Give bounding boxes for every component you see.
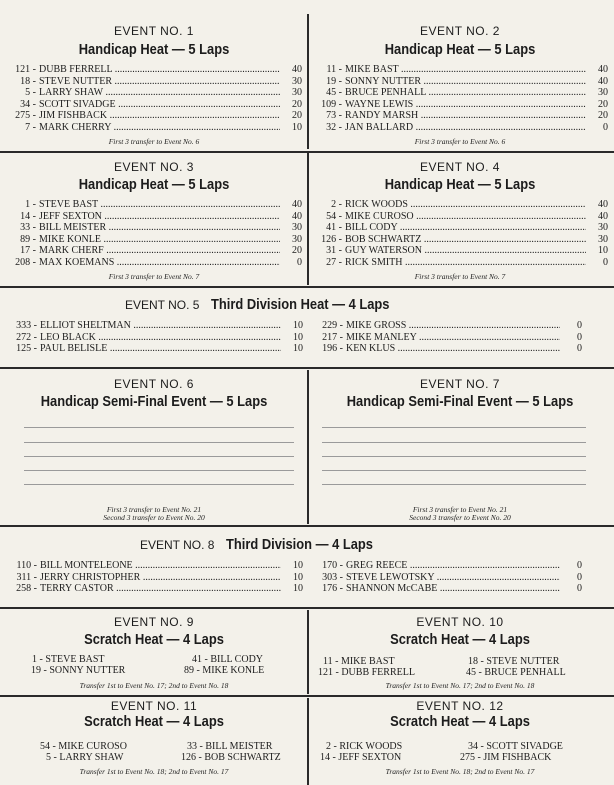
car-number: 258 - <box>16 583 37 594</box>
event-9-block <box>4 612 304 694</box>
column-divider <box>307 698 309 785</box>
handicap-points: 20 <box>292 110 302 121</box>
transfer-note: Transfer 1st to Event No. 18; 2nd to Event No. 17 <box>385 767 535 776</box>
entry: 41 - BILL CODY <box>192 654 264 665</box>
event-title: Scratch Heat — 4 Laps <box>390 713 530 730</box>
handicap-points: 10 <box>598 245 608 256</box>
entry-row <box>4 199 304 211</box>
handicap-points: 40 <box>292 210 302 222</box>
car-number: 121 - <box>15 64 36 75</box>
handicap-points: 0 <box>603 121 608 133</box>
handicap-points: 20 <box>292 245 302 256</box>
event-number: EVENT NO. 12 <box>416 699 504 713</box>
event-number: EVENT NO. 3 <box>114 160 194 174</box>
event-title: Third Division — 4 Laps <box>226 536 374 553</box>
event-number: EVENT NO. 11 <box>110 699 198 713</box>
entry-row <box>310 99 610 111</box>
entry-row <box>311 560 584 572</box>
event-number: EVENT NO. 4 <box>420 160 500 174</box>
car-number: 196 - <box>322 343 343 354</box>
event-10-block <box>310 612 610 694</box>
result-line <box>322 484 586 485</box>
rider-name: ELLIOT SHELTMAN ..... <box>40 320 281 332</box>
rider-name: BILL MEISTER ..... <box>39 222 280 234</box>
result-line <box>322 442 586 443</box>
handicap-points: 40 <box>292 199 302 210</box>
car-number: 31 - <box>326 245 342 256</box>
handicap-points: 40 <box>598 199 608 210</box>
entry-row <box>310 110 610 122</box>
car-number: 272 - <box>16 331 37 343</box>
entry: 275 - JIM FISHBACK <box>460 752 552 763</box>
car-number: 33 - <box>20 222 36 233</box>
car-number: 229 - <box>322 320 343 331</box>
car-number: 41 - <box>326 222 342 233</box>
rider-name: GUY WATERSON ..... <box>345 245 586 257</box>
car-number: 45 - <box>326 87 342 98</box>
handicap-points: 20 <box>292 98 302 110</box>
event-number: EVENT NO. 2 <box>420 24 500 38</box>
column-divider <box>307 153 309 285</box>
rider-name: RICK WOODS ..... <box>345 199 586 211</box>
entry-row <box>4 222 304 234</box>
section-divider <box>0 695 614 697</box>
handicap-points: 0 <box>577 320 582 331</box>
handicap-points: 0 <box>577 331 582 343</box>
event-title: Handicap Heat — 5 Laps <box>384 41 536 58</box>
car-number: 54 - <box>326 210 342 222</box>
entry-row <box>5 343 305 355</box>
rider-name: LARRY SHAW ..... <box>39 87 280 99</box>
entry: 45 - BRUCE PENHALL <box>466 667 566 678</box>
handicap-points: 10 <box>293 343 303 354</box>
handicap-points: 20 <box>598 110 608 121</box>
handicap-points: 30 <box>292 87 302 98</box>
event-number: EVENT NO. 7 <box>420 377 500 391</box>
entry-row <box>5 572 305 584</box>
car-number: 19 - <box>326 75 342 87</box>
entry-row <box>4 211 304 223</box>
entry-row <box>4 99 304 111</box>
car-number: 14 - <box>20 210 36 222</box>
event-number: EVENT NO. 5 <box>125 298 200 312</box>
entry: 2 - RICK WOODS <box>326 741 403 752</box>
rider-name: STEVE NUTTER ..... <box>39 76 280 88</box>
car-number: 73 - <box>326 110 342 121</box>
handicap-points: 30 <box>292 233 302 245</box>
result-line <box>322 456 586 457</box>
event-11-block <box>4 699 304 783</box>
event-1-block <box>4 20 304 150</box>
entry: 33 - BILL MEISTER <box>187 741 273 752</box>
rider-name: MIKE BAST ..... <box>345 64 586 76</box>
rider-name: SHANNON McCABE ..... <box>346 583 560 595</box>
entry-row <box>311 583 584 595</box>
rider-name: MIKE MANLEY ..... <box>346 332 560 344</box>
entry: 14 - JEFF SEXTON <box>320 752 402 763</box>
handicap-points: 0 <box>577 583 582 594</box>
transfer-note: First 3 transfer to Event No. 7 <box>108 272 200 281</box>
entry-row <box>310 199 610 211</box>
car-number: 208 - <box>15 256 36 268</box>
entry-row <box>310 245 610 257</box>
handicap-points: 10 <box>293 583 303 594</box>
rider-name: MIKE GROSS ..... <box>346 320 560 332</box>
handicap-points: 20 <box>598 98 608 110</box>
car-number: 126 - <box>321 233 342 245</box>
transfer-note: Transfer 1st to Event No. 17; 2nd to Event No. 18 <box>79 681 229 690</box>
car-number: 32 - <box>326 121 342 133</box>
car-number: 125 - <box>16 343 37 354</box>
transfer-note: First 3 transfer to Event No. 6 <box>414 137 506 146</box>
handicap-points: 40 <box>598 64 608 75</box>
entry: 34 - SCOTT SIVADGE <box>468 741 563 752</box>
event-number: EVENT NO. 9 <box>114 615 194 629</box>
entry-row <box>311 320 584 332</box>
rider-name: BRUCE PENHALL ..... <box>345 87 586 99</box>
event-3-block <box>4 156 304 284</box>
result-line <box>24 484 294 485</box>
entry-row <box>4 110 304 122</box>
rider-name: PAUL BELISLE ..... <box>40 343 281 355</box>
entry-row <box>310 64 610 76</box>
section-divider <box>0 367 614 369</box>
event-number: EVENT NO. 8 <box>140 538 215 552</box>
handicap-points: 0 <box>577 343 582 354</box>
event-8-block <box>0 528 614 606</box>
entry: 18 - STEVE NUTTER <box>468 656 560 667</box>
handicap-points: 30 <box>292 75 302 87</box>
entry: 126 - BOB SCHWARTZ <box>181 752 281 763</box>
result-line <box>24 470 294 471</box>
car-number: 89 - <box>20 233 36 245</box>
rider-name: BOB SCHWARTZ ..... <box>345 234 586 246</box>
event-title: Handicap Heat — 5 Laps <box>78 41 230 58</box>
rider-name: KEN KLUS ..... <box>346 343 560 355</box>
transfer-note: First 3 transfer to Event No. 21 <box>412 505 508 514</box>
entry-row <box>4 245 304 257</box>
transfer-note: First 3 transfer to Event No. 21 <box>106 505 202 514</box>
event-6-block <box>4 372 304 524</box>
car-number: 176 - <box>322 583 343 594</box>
rider-name: STEVE LEWOTSKY ..... <box>346 572 560 584</box>
car-number: 27 - <box>326 256 342 268</box>
rider-name: RICK SMITH ..... <box>345 257 586 269</box>
rider-name: WAYNE LEWIS ..... <box>345 99 586 111</box>
handicap-points: 0 <box>297 256 302 268</box>
section-divider <box>0 525 614 527</box>
event-title: Handicap Semi-Final Event — 5 Laps <box>346 393 574 410</box>
entry-row <box>5 320 305 332</box>
handicap-points: 10 <box>293 320 303 331</box>
entry-row <box>4 257 304 269</box>
result-line <box>24 442 294 443</box>
section-divider <box>0 286 614 288</box>
car-number: 34 - <box>20 98 36 110</box>
event-header <box>125 296 419 313</box>
rider-name: STEVE BAST ..... <box>39 199 280 211</box>
entry-row <box>310 222 610 234</box>
entry-row <box>311 572 584 584</box>
transfer-note: First 3 transfer to Event No. 6 <box>108 137 200 146</box>
car-number: 110 - <box>16 560 37 571</box>
handicap-points: 30 <box>598 233 608 245</box>
result-line <box>24 456 294 457</box>
event-title: Handicap Heat — 5 Laps <box>78 176 230 193</box>
rider-name: GREG REECE ..... <box>346 560 560 572</box>
event-title: Scratch Heat — 4 Laps <box>390 631 530 648</box>
handicap-points: 40 <box>598 75 608 87</box>
entry-row <box>4 64 304 76</box>
result-line <box>322 427 586 428</box>
handicap-points: 30 <box>598 222 608 233</box>
car-number: 11 - <box>326 64 342 75</box>
handicap-points: 0 <box>577 560 582 571</box>
entry-row <box>4 76 304 88</box>
handicap-points: 10 <box>293 571 303 583</box>
entry-row <box>4 87 304 99</box>
transfer-note: Second 3 transfer to Event No. 20 <box>103 513 205 522</box>
handicap-points: 0 <box>603 256 608 268</box>
event-title: Scratch Heat — 4 Laps <box>84 713 224 730</box>
entry-row <box>310 122 610 134</box>
rider-name: JERRY CHRISTOPHER ..... <box>40 572 281 584</box>
rider-name: MIKE CUROSO ..... <box>345 211 586 223</box>
event-2-block <box>310 20 610 150</box>
rider-name: MARK CHERF ..... <box>39 245 280 257</box>
event-7-block <box>310 372 610 524</box>
rider-name: LEO BLACK ..... <box>40 332 281 344</box>
event-number: EVENT NO. 1 <box>114 24 194 38</box>
entry-row <box>5 560 305 572</box>
rider-name: MAX KOEMANS ..... <box>39 257 280 269</box>
entry-row <box>310 87 610 99</box>
rider-name: JEFF SEXTON ..... <box>39 211 280 223</box>
entry-row <box>4 234 304 246</box>
rider-name: DUBB FERRELL ..... <box>39 64 280 76</box>
car-number: 333 - <box>16 320 37 331</box>
event-5-block <box>0 289 614 365</box>
event-number: EVENT NO. 6 <box>114 377 194 391</box>
entry: 89 - MIKE KONLE <box>184 665 265 676</box>
entry-row <box>310 76 610 88</box>
column-divider <box>307 370 309 524</box>
column-divider <box>307 610 309 694</box>
car-number: 311 - <box>16 571 37 583</box>
transfer-note: Transfer 1st to Event No. 18; 2nd to Event No. 17 <box>79 767 229 776</box>
event-4-block <box>310 156 610 284</box>
handicap-points: 0 <box>577 571 582 583</box>
handicap-points: 10 <box>293 560 303 571</box>
rider-name: SONNY NUTTER ..... <box>345 76 586 88</box>
handicap-points: 30 <box>292 222 302 233</box>
rider-name: MARK CHERRY ..... <box>39 122 280 134</box>
entry-row <box>5 583 305 595</box>
event-title: Scratch Heat — 4 Laps <box>84 631 224 648</box>
event-header <box>140 536 397 553</box>
handicap-points: 10 <box>293 331 303 343</box>
car-number: 2 - <box>331 199 342 210</box>
rider-name: TERRY CASTOR ..... <box>40 583 281 595</box>
rider-name: SCOTT SIVADGE ..... <box>39 99 280 111</box>
transfer-note: Second 3 transfer to Event No. 20 <box>409 513 511 522</box>
entry-row <box>311 343 584 355</box>
handicap-points: 30 <box>598 87 608 98</box>
car-number: 170 - <box>322 560 343 571</box>
rider-name: RANDY MARSH ..... <box>345 110 586 122</box>
rider-name: BILL MONTELEONE ..... <box>40 560 281 572</box>
rider-name: BILL CODY ..... <box>345 222 586 234</box>
handicap-points: 10 <box>292 121 302 133</box>
car-number: 109 - <box>321 98 342 110</box>
result-line <box>322 470 586 471</box>
event-number: EVENT NO. 10 <box>416 615 504 629</box>
rider-name: JIM FISHBACK ..... <box>39 110 280 122</box>
entry-row <box>310 211 610 223</box>
car-number: 7 - <box>25 121 36 133</box>
car-number: 217 - <box>322 331 343 343</box>
entry-row <box>311 332 584 344</box>
handicap-points: 40 <box>598 210 608 222</box>
entry-row <box>310 257 610 269</box>
rider-name: JAN BALLARD ..... <box>345 122 586 134</box>
car-number: 18 - <box>20 75 36 87</box>
entry: 11 - MIKE BAST <box>323 656 395 667</box>
event-title: Third Division Heat — 4 Laps <box>211 296 390 313</box>
column-divider <box>307 14 309 149</box>
car-number: 5 - <box>25 87 36 98</box>
entry: 54 - MIKE CUROSO <box>40 741 127 752</box>
car-number: 17 - <box>20 245 36 256</box>
transfer-note: First 3 transfer to Event No. 7 <box>414 272 506 281</box>
entry: 1 - STEVE BAST <box>32 654 105 665</box>
entry-row <box>4 122 304 134</box>
section-divider <box>0 607 614 609</box>
event-12-block <box>310 699 610 783</box>
car-number: 303 - <box>322 571 343 583</box>
entry: 19 - SONNY NUTTER <box>31 665 126 676</box>
entry-row <box>5 332 305 344</box>
entry: 121 - DUBB FERRELL <box>318 667 415 678</box>
car-number: 275 - <box>15 110 36 121</box>
transfer-note: Transfer 1st to Event No. 17; 2nd to Event No. 18 <box>385 681 535 690</box>
event-title: Handicap Semi-Final Event — 5 Laps <box>40 393 268 410</box>
car-number: 1 - <box>25 199 36 210</box>
event-title: Handicap Heat — 5 Laps <box>384 176 536 193</box>
rider-name: MIKE KONLE ..... <box>39 234 280 246</box>
handicap-points: 40 <box>292 64 302 75</box>
entry: 5 - LARRY SHAW <box>46 752 124 763</box>
result-line <box>24 427 294 428</box>
entry-row <box>310 234 610 246</box>
